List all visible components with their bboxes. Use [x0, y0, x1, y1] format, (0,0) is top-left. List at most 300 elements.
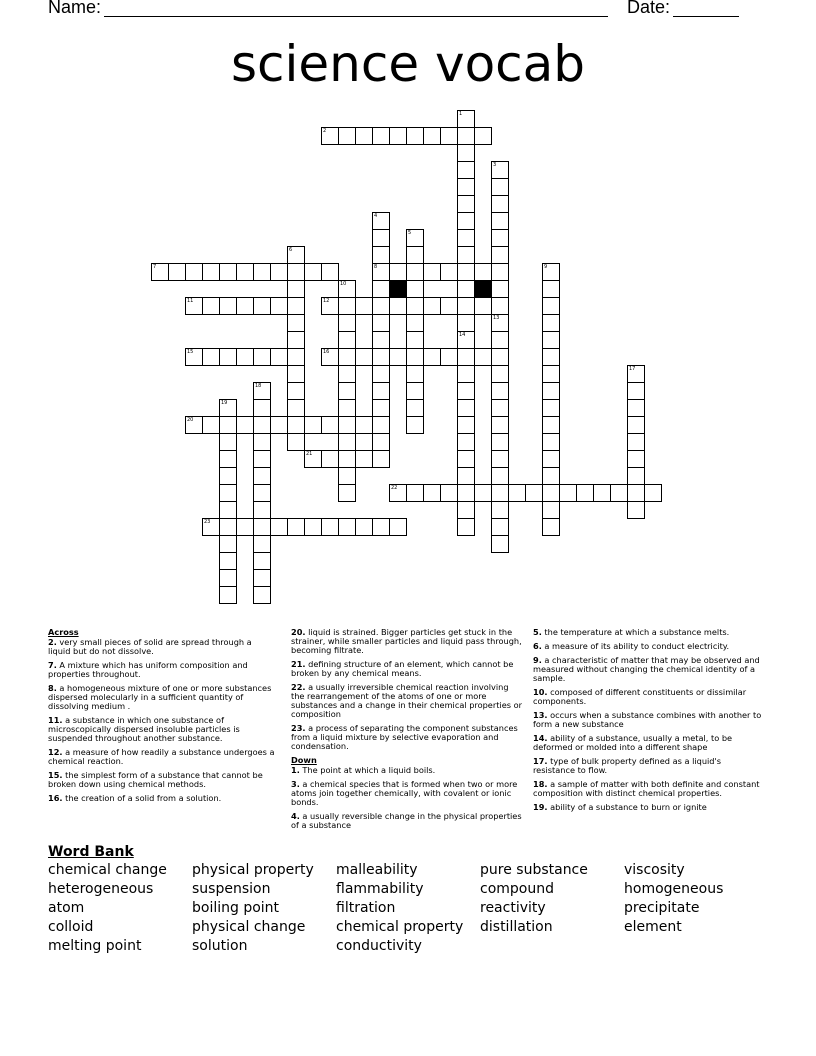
- crossword-cell[interactable]: [474, 297, 492, 315]
- crossword-cell[interactable]: [304, 450, 322, 468]
- crossword-cell[interactable]: [491, 246, 509, 264]
- crossword-cell[interactable]: [491, 195, 509, 213]
- page-title: science vocab: [230, 35, 586, 93]
- crossword-cell[interactable]: [406, 280, 424, 298]
- crossword-cell[interactable]: [219, 535, 237, 553]
- clue-across-22: 22. a usually irreversible chemical reaction involving the rearrangement of the atoms of one or more substances and a change in their chemical properties or composition: [291, 682, 522, 719]
- word-bank: [48, 862, 768, 957]
- crossword-cell[interactable]: [406, 297, 424, 315]
- crossword-cell[interactable]: [236, 518, 254, 536]
- crossword-cell[interactable]: [542, 484, 560, 502]
- crossword-cell[interactable]: [457, 484, 475, 502]
- crossword-cell[interactable]: [219, 484, 237, 502]
- crossword-cell[interactable]: [253, 416, 271, 434]
- crossword-cell[interactable]: [338, 450, 356, 468]
- clue-across-15: 15. the simplest form of a substance that cannot be broken down using chemical methods.: [48, 770, 263, 789]
- crossword-cell[interactable]: [627, 382, 645, 400]
- crossword-cell[interactable]: [457, 416, 475, 434]
- crossword-cell[interactable]: [627, 450, 645, 468]
- crossword-cell[interactable]: [338, 399, 356, 417]
- crossword-cell[interactable]: [627, 416, 645, 434]
- word-bank-item: homogeneous: [624, 881, 724, 897]
- crossword-cell[interactable]: [372, 331, 390, 349]
- crossword-cell[interactable]: [287, 365, 305, 383]
- clues-column-2: [291, 628, 522, 835]
- crossword-cell[interactable]: [185, 416, 203, 434]
- clue-number: 4: [374, 213, 378, 219]
- word-bank-item: colloid: [48, 919, 94, 935]
- crossword-cell[interactable]: [219, 348, 237, 366]
- clue-number: 12: [323, 298, 330, 304]
- crossword-cell[interactable]: [542, 314, 560, 332]
- crossword-cell[interactable]: [406, 331, 424, 349]
- crossword-cell[interactable]: [287, 348, 305, 366]
- crossword-cell[interactable]: [287, 314, 305, 332]
- word-bank-item: physical property: [192, 862, 314, 878]
- crossword-cell[interactable]: [355, 127, 373, 145]
- crossword-cell[interactable]: [253, 535, 271, 553]
- crossword-cell[interactable]: [219, 518, 237, 536]
- word-bank-item: atom: [48, 900, 85, 916]
- word-bank-item: filtration: [336, 900, 396, 916]
- crossword-cell[interactable]: [168, 263, 186, 281]
- crossword-cell[interactable]: [457, 450, 475, 468]
- crossword-cell[interactable]: [457, 127, 475, 145]
- crossword-cell[interactable]: [372, 450, 390, 468]
- word-bank-item: precipitate: [624, 900, 700, 916]
- clue-across-21: 21. defining structure of an element, which cannot be broken by any chemical means.: [291, 659, 514, 678]
- crossword-cell[interactable]: [372, 518, 390, 536]
- crossword-cell[interactable]: [491, 382, 509, 400]
- crossword-cell[interactable]: [542, 348, 560, 366]
- crossword-cell[interactable]: [627, 484, 645, 502]
- crossword-cell[interactable]: [287, 263, 305, 281]
- word-bank-item: element: [624, 919, 682, 935]
- crossword-cell[interactable]: [627, 433, 645, 451]
- crossword-cell[interactable]: [542, 450, 560, 468]
- crossword-cell[interactable]: [219, 501, 237, 519]
- word-bank-title: Word Bank: [48, 844, 134, 860]
- crossword-cell[interactable]: [457, 110, 475, 128]
- word-bank-item: pure substance: [480, 862, 588, 878]
- crossword-cell[interactable]: [491, 433, 509, 451]
- clue-number: 18: [255, 383, 262, 389]
- clue-across-12: 12. a measure of how readily a substance undergoes a chemical reaction.: [48, 747, 275, 766]
- crossword-cell[interactable]: [151, 263, 169, 281]
- crossword-cell[interactable]: [474, 263, 492, 281]
- crossword-cell[interactable]: [406, 348, 424, 366]
- crossword-cell[interactable]: [491, 518, 509, 536]
- clue-number: 10: [340, 281, 347, 287]
- across-heading: Across: [48, 627, 79, 637]
- crossword-cell[interactable]: [270, 297, 288, 315]
- clue-number: 23: [204, 519, 211, 525]
- crossword-cell[interactable]: [491, 501, 509, 519]
- word-bank-item: chemical property: [336, 919, 464, 935]
- crossword-cell[interactable]: [338, 416, 356, 434]
- word-bank-item: flammability: [336, 881, 424, 897]
- crossword-cell[interactable]: [202, 297, 220, 315]
- crossword-cell[interactable]: [389, 348, 407, 366]
- crossword-cell[interactable]: [219, 263, 237, 281]
- crossword-cell[interactable]: [491, 161, 509, 179]
- crossword-cell[interactable]: [321, 416, 339, 434]
- clue-down-1: 1. The point at which a liquid boils.: [291, 765, 436, 775]
- crossword-cell[interactable]: [338, 314, 356, 332]
- crossword-cell[interactable]: [627, 501, 645, 519]
- crossword-cell[interactable]: [372, 246, 390, 264]
- clue-down-3: 3. a chemical species that is formed when two or more atoms join together chemically, with covalent or ionic bonds.: [291, 779, 518, 807]
- crossword-cell[interactable]: [253, 433, 271, 451]
- crossword-cell[interactable]: [457, 195, 475, 213]
- crossword-cell[interactable]: [406, 263, 424, 281]
- crossword-cell[interactable]: [423, 297, 441, 315]
- crossword-cell[interactable]: [338, 297, 356, 315]
- crossword-cell[interactable]: [406, 365, 424, 383]
- crossword-cell[interactable]: [253, 569, 271, 587]
- crossword-cell[interactable]: [287, 399, 305, 417]
- crossword-cell[interactable]: [338, 127, 356, 145]
- clue-number: 2: [323, 128, 327, 134]
- crossword-cell[interactable]: [270, 518, 288, 536]
- crossword-cell[interactable]: [236, 263, 254, 281]
- crossword-cell[interactable]: [338, 518, 356, 536]
- crossword-cell[interactable]: [457, 467, 475, 485]
- crossword-cell[interactable]: [423, 348, 441, 366]
- crossword-cell[interactable]: [287, 382, 305, 400]
- crossword-cell[interactable]: [474, 127, 492, 145]
- crossword-cell[interactable]: [491, 212, 509, 230]
- crossword-cell[interactable]: [542, 433, 560, 451]
- crossword-cell[interactable]: [372, 280, 390, 298]
- crossword-cell[interactable]: [491, 297, 509, 315]
- clue-number: 8: [374, 264, 378, 270]
- clues-column-3: [533, 628, 765, 817]
- crossword-cell[interactable]: [253, 450, 271, 468]
- crossword-cell[interactable]: [304, 518, 322, 536]
- crossword-cell[interactable]: [491, 535, 509, 553]
- clue-number: 11: [187, 298, 194, 304]
- crossword-cell[interactable]: [542, 280, 560, 298]
- crossword-cell[interactable]: [219, 569, 237, 587]
- crossword-cell[interactable]: [559, 484, 577, 502]
- crossword-cell[interactable]: [457, 518, 475, 536]
- crossword-cell[interactable]: [389, 263, 407, 281]
- crossword-cell[interactable]: [440, 297, 458, 315]
- crossword-cell[interactable]: [287, 331, 305, 349]
- crossword-cell[interactable]: [491, 416, 509, 434]
- clue-down-13: 13. occurs when a substance combines with another to form a new substance: [533, 710, 762, 729]
- crossword-cell[interactable]: [474, 484, 492, 502]
- crossword-cell[interactable]: [406, 229, 424, 247]
- crossword-cell[interactable]: [440, 484, 458, 502]
- crossword-cell[interactable]: [219, 433, 237, 451]
- crossword-cell[interactable]: [253, 467, 271, 485]
- word-bank-item: boiling point: [192, 900, 280, 916]
- crossword-black-cell: [389, 280, 407, 298]
- clue-across-8: 8. a homogeneous mixture of one or more substances dispersed molecularly in a sufficient quantity of dissolving medium .: [48, 683, 272, 711]
- word-bank-item: malleability: [336, 862, 418, 878]
- crossword-cell[interactable]: [253, 263, 271, 281]
- crossword-cell[interactable]: [236, 416, 254, 434]
- crossword-cell[interactable]: [508, 484, 526, 502]
- crossword-cell[interactable]: [287, 246, 305, 264]
- crossword-cell[interactable]: [372, 399, 390, 417]
- crossword-cell[interactable]: [491, 314, 509, 332]
- crossword-cell[interactable]: [440, 127, 458, 145]
- crossword-cell[interactable]: [491, 450, 509, 468]
- crossword-cell[interactable]: [389, 518, 407, 536]
- crossword-cell[interactable]: [542, 297, 560, 315]
- clue-number: 15: [187, 349, 194, 355]
- crossword-cell[interactable]: [491, 229, 509, 247]
- crossword-cell[interactable]: [491, 467, 509, 485]
- crossword-cell[interactable]: [457, 246, 475, 264]
- crossword-cell[interactable]: [338, 382, 356, 400]
- word-bank-item: distillation: [480, 919, 553, 935]
- clue-number: 1: [459, 111, 463, 117]
- crossword-cell[interactable]: [372, 416, 390, 434]
- crossword-cell[interactable]: [457, 331, 475, 349]
- clue-down-10: 10. composed of different constituents or dissimilar components.: [533, 687, 747, 706]
- crossword-cell[interactable]: [287, 297, 305, 315]
- crossword-cell[interactable]: [423, 263, 441, 281]
- crossword-cell[interactable]: [406, 484, 424, 502]
- crossword-cell[interactable]: [185, 263, 203, 281]
- crossword-cell[interactable]: [253, 552, 271, 570]
- crossword-cell[interactable]: [219, 552, 237, 570]
- crossword-cell[interactable]: [321, 450, 339, 468]
- crossword-cell[interactable]: [491, 399, 509, 417]
- crossword-cell[interactable]: [321, 127, 339, 145]
- crossword-cell[interactable]: [321, 297, 339, 315]
- crossword-cell[interactable]: [491, 484, 509, 502]
- crossword-cell[interactable]: [338, 348, 356, 366]
- crossword-cell[interactable]: [355, 416, 373, 434]
- crossword-cell[interactable]: [338, 331, 356, 349]
- word-bank-item: compound: [480, 881, 554, 897]
- crossword-cell[interactable]: [474, 348, 492, 366]
- clue-down-5: 5. the temperature at which a substance melts.: [533, 627, 730, 637]
- crossword-cell[interactable]: [491, 263, 509, 281]
- crossword-cell[interactable]: [457, 161, 475, 179]
- crossword-cell[interactable]: [542, 501, 560, 519]
- word-bank-item: reactivity: [480, 900, 546, 916]
- crossword-cell[interactable]: [542, 263, 560, 281]
- word-bank-item: chemical change: [48, 862, 167, 878]
- crossword-cell[interactable]: [593, 484, 611, 502]
- clue-across-16: 16. the creation of a solid from a solution.: [48, 793, 222, 803]
- date-label: Date:: [627, 0, 671, 17]
- crossword-cell[interactable]: [236, 297, 254, 315]
- crossword-cell[interactable]: [542, 467, 560, 485]
- crossword-cell[interactable]: [287, 433, 305, 451]
- clue-number: 5: [408, 230, 412, 236]
- crossword-cell[interactable]: [542, 365, 560, 383]
- crossword-cell[interactable]: [457, 365, 475, 383]
- crossword-cell[interactable]: [644, 484, 662, 502]
- crossword-cell[interactable]: [355, 518, 373, 536]
- clue-number: 6: [289, 247, 293, 253]
- clue-number: 20: [187, 417, 194, 423]
- crossword-cell[interactable]: [304, 263, 322, 281]
- clue-down-14: 14. ability of a substance, usually a metal, to be deformed or molded into a different shape: [533, 733, 733, 752]
- crossword-cell[interactable]: [457, 280, 475, 298]
- clue-number: 13: [493, 315, 500, 321]
- crossword-cell[interactable]: [627, 467, 645, 485]
- crossword-cell[interactable]: [457, 382, 475, 400]
- crossword-cell[interactable]: [338, 467, 356, 485]
- word-bank-item: conductivity: [336, 938, 422, 954]
- clue-down-9: 9. a characteristic of matter that may be observed and measured without changing the chemical identity of a sample.: [533, 655, 760, 683]
- clue-number: 19: [221, 400, 228, 406]
- crossword-cell[interactable]: [491, 331, 509, 349]
- crossword-cell[interactable]: [355, 450, 373, 468]
- crossword-cell[interactable]: [406, 382, 424, 400]
- crossword-cell[interactable]: [542, 518, 560, 536]
- crossword-cell[interactable]: [372, 263, 390, 281]
- crossword-cell[interactable]: [491, 365, 509, 383]
- crossword-cell[interactable]: [185, 297, 203, 315]
- crossword-cell[interactable]: [491, 348, 509, 366]
- clue-number: 17: [629, 366, 636, 372]
- crossword-cell[interactable]: [355, 348, 373, 366]
- crossword-cell[interactable]: [525, 484, 543, 502]
- crossword-cell[interactable]: [576, 484, 594, 502]
- crossword-cell[interactable]: [610, 484, 628, 502]
- crossword-cell[interactable]: [389, 127, 407, 145]
- word-bank-item: viscosity: [624, 862, 685, 878]
- crossword-cell[interactable]: [440, 263, 458, 281]
- crossword-cell[interactable]: [457, 314, 475, 332]
- crossword-cell[interactable]: [372, 433, 390, 451]
- clue-down-19: 19. ability of a substance to burn or ignite: [533, 802, 707, 812]
- crossword-cell[interactable]: [338, 484, 356, 502]
- clue-down-18: 18. a sample of matter with both definite and constant composition with distinct chemical properties.: [533, 779, 760, 798]
- crossword-cell[interactable]: [372, 229, 390, 247]
- crossword-cell[interactable]: [372, 127, 390, 145]
- crossword-cell[interactable]: [321, 348, 339, 366]
- crossword-cell[interactable]: [304, 416, 322, 434]
- crossword-cell[interactable]: [253, 297, 271, 315]
- crossword-cell[interactable]: [423, 127, 441, 145]
- crossword-cell[interactable]: [457, 229, 475, 247]
- crossword-cell[interactable]: [627, 365, 645, 383]
- crossword-cell[interactable]: [457, 212, 475, 230]
- crossword-cell[interactable]: [253, 518, 271, 536]
- crossword-cell[interactable]: [321, 518, 339, 536]
- crossword-cell[interactable]: [389, 484, 407, 502]
- crossword-cell[interactable]: [542, 382, 560, 400]
- crossword-cell[interactable]: [253, 586, 271, 604]
- crossword-cell[interactable]: [219, 399, 237, 417]
- crossword-cell[interactable]: [389, 297, 407, 315]
- crossword-cell[interactable]: [457, 263, 475, 281]
- crossword-cell[interactable]: [372, 348, 390, 366]
- crossword-cell[interactable]: [355, 297, 373, 315]
- crossword-cell[interactable]: [321, 263, 339, 281]
- crossword-cell[interactable]: [457, 178, 475, 196]
- crossword-cell[interactable]: [491, 178, 509, 196]
- crossword-cell[interactable]: [457, 144, 475, 162]
- crossword-cell[interactable]: [423, 484, 441, 502]
- clue-across-2: 2. very small pieces of solid are spread through a liquid but do not dissolve.: [48, 637, 252, 656]
- crossword-cell[interactable]: [457, 348, 475, 366]
- clue-down-6: 6. a measure of its ability to conduct electricity.: [533, 641, 730, 651]
- clue-across-11: 11. a substance in which one substance of microscopically dispersed insoluble particles is suspended throughout another substance.: [48, 715, 240, 743]
- clue-across-20: 20. liquid is strained. Bigger particles get stuck in the strainer, while smaller particles and liquid pass through, becoming filtrate.: [291, 627, 522, 655]
- word-bank-item: physical change: [192, 919, 306, 935]
- crossword-cell[interactable]: [270, 416, 288, 434]
- crossword-cell[interactable]: [270, 348, 288, 366]
- clue-number: 9: [544, 264, 548, 270]
- crossword-cell[interactable]: [372, 365, 390, 383]
- crossword-cell[interactable]: [270, 263, 288, 281]
- crossword-cell[interactable]: [372, 314, 390, 332]
- crossword-cell[interactable]: [253, 484, 271, 502]
- crossword-cell[interactable]: [457, 399, 475, 417]
- crossword-cell[interactable]: [219, 467, 237, 485]
- crossword-cell[interactable]: [219, 586, 237, 604]
- crossword-cell[interactable]: [542, 416, 560, 434]
- crossword-cell[interactable]: [457, 433, 475, 451]
- crossword-cell[interactable]: [253, 348, 271, 366]
- crossword-cell[interactable]: [202, 263, 220, 281]
- crossword-cell[interactable]: [202, 416, 220, 434]
- clue-number: 14: [459, 332, 466, 338]
- crossword-cell[interactable]: [372, 297, 390, 315]
- word-bank-item: solution: [192, 938, 248, 954]
- crossword-cell[interactable]: [202, 518, 220, 536]
- crossword-cell[interactable]: [253, 382, 271, 400]
- clue-number: 22: [391, 485, 398, 491]
- crossword-cell[interactable]: [219, 450, 237, 468]
- clue-number: 3: [493, 162, 497, 168]
- crossword-cell[interactable]: [338, 365, 356, 383]
- crossword-cell[interactable]: [372, 382, 390, 400]
- crossword-cell[interactable]: [406, 314, 424, 332]
- crossword-cell[interactable]: [457, 501, 475, 519]
- crossword-cell[interactable]: [253, 501, 271, 519]
- crossword-cell[interactable]: [406, 127, 424, 145]
- crossword-cell[interactable]: [491, 280, 509, 298]
- crossword-black-cell: [474, 280, 492, 298]
- crossword-cell[interactable]: [542, 399, 560, 417]
- crossword-cell[interactable]: [406, 399, 424, 417]
- crossword-cell[interactable]: [627, 399, 645, 417]
- crossword-cell[interactable]: [219, 297, 237, 315]
- crossword-cell[interactable]: [253, 399, 271, 417]
- crossword-cell[interactable]: [372, 212, 390, 230]
- clue-down-17: 17. type of bulk property defined as a liquid's resistance to flow.: [533, 756, 722, 775]
- crossword-cell[interactable]: [406, 416, 424, 434]
- crossword-cell[interactable]: [185, 348, 203, 366]
- name-label: Name:: [48, 0, 102, 17]
- crossword-cell[interactable]: [202, 348, 220, 366]
- word-bank-item: melting point: [48, 938, 142, 954]
- crossword-cell[interactable]: [338, 433, 356, 451]
- crossword-cell[interactable]: [440, 348, 458, 366]
- crossword-cell[interactable]: [287, 280, 305, 298]
- crossword-cell[interactable]: [338, 280, 356, 298]
- crossword-cell[interactable]: [219, 416, 237, 434]
- crossword-cell[interactable]: [542, 331, 560, 349]
- crossword-cell[interactable]: [236, 348, 254, 366]
- crossword-cell[interactable]: [287, 416, 305, 434]
- crossword-cell[interactable]: [406, 246, 424, 264]
- crossword-cell[interactable]: [287, 518, 305, 536]
- crossword-cell[interactable]: [457, 297, 475, 315]
